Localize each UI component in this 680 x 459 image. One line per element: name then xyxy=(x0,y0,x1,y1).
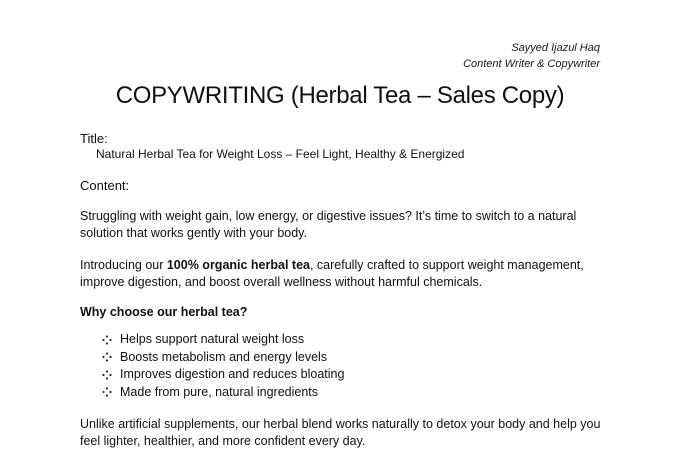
list-item xyxy=(102,331,344,349)
benefit-text: Made from pure, natural ingredients xyxy=(120,384,319,399)
benefit-text: Helps support natural weight loss xyxy=(120,332,305,346)
paragraph-intro: Struggling with weight gain, low energy, or digestive issues? It’s time to switch to a natural solution that works gently with your body. xyxy=(80,209,577,240)
title-value: Natural Herbal Tea for Weight Loss – Feel Light, Healthy & Energized xyxy=(96,147,465,161)
four-diamond-bullet-icon xyxy=(102,387,112,397)
why-heading: Why choose our herbal tea? xyxy=(80,305,248,319)
paragraph-closing: Unlike artificial supplements, our herbal blend works naturally to detox your body and help you feel lighter, healthier, and more confident every day. xyxy=(80,417,601,448)
list-item xyxy=(102,384,344,402)
paragraph-product-after: , carefully crafted to support weight management, improve digestion, and boost overall wellness without harmful chemicals. xyxy=(80,258,584,289)
content-label: Content: xyxy=(80,178,130,193)
four-diamond-bullet-icon xyxy=(102,352,112,362)
list-item xyxy=(102,349,344,367)
paragraph-product-before: Introducing our xyxy=(80,258,167,272)
paragraph-product-bold: 100% organic herbal tea xyxy=(166,258,310,272)
author-name: Sayyed Ijazul Haq xyxy=(511,42,600,54)
document-heading: COPYWRITING (Herbal Tea – Sales Copy) xyxy=(115,82,565,109)
benefit-text: Improves digestion and reduces bloating xyxy=(120,367,345,381)
author-block xyxy=(463,40,600,72)
paragraph-product xyxy=(80,257,610,291)
list-item xyxy=(102,366,344,384)
author-role: Content Writer & Copywriter xyxy=(463,58,600,70)
four-diamond-bullet-icon xyxy=(102,370,112,380)
benefits-list xyxy=(102,331,344,401)
four-diamond-bullet-icon xyxy=(102,335,112,345)
benefit-text: Boosts metabolism and energy levels xyxy=(120,349,328,364)
title-label: Title: xyxy=(80,131,108,146)
